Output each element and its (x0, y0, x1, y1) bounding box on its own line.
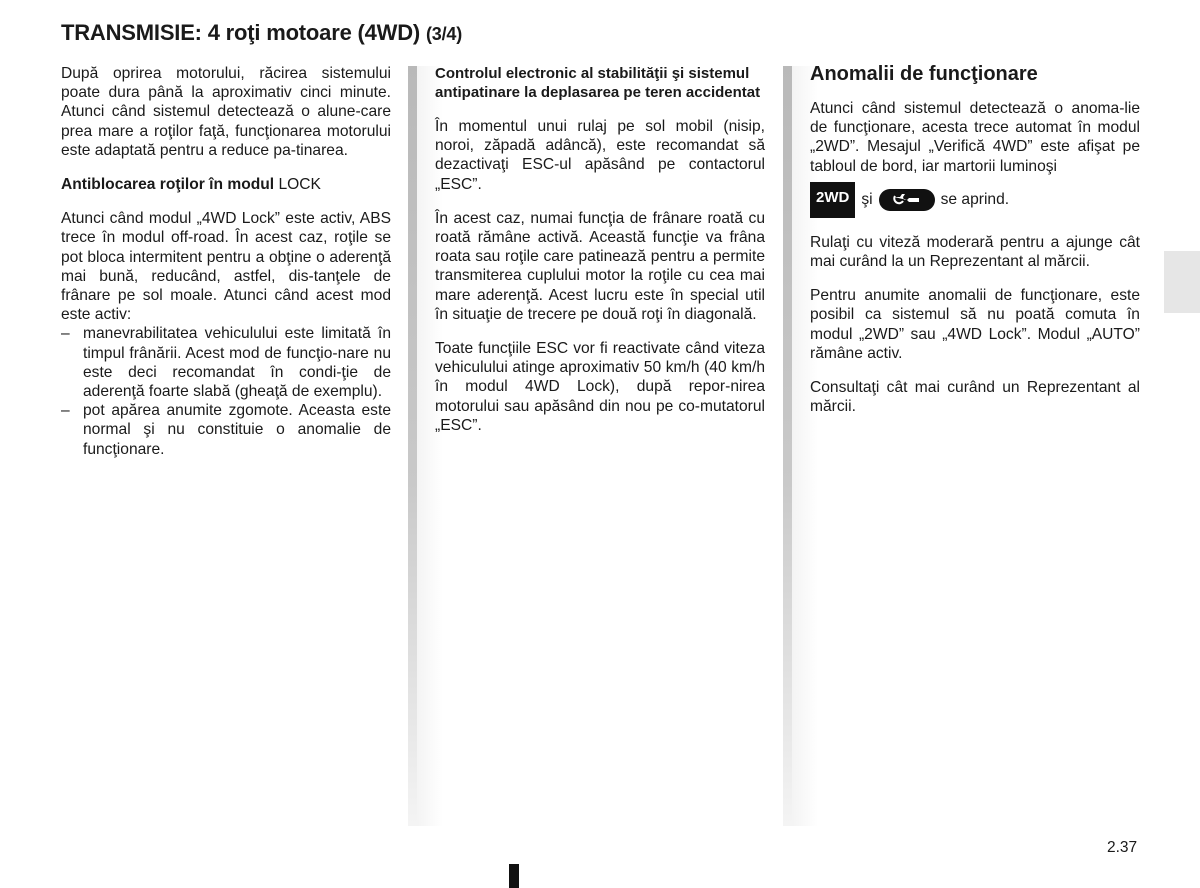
malfunction-paragraph-4: Consultaţi cât mai curând un Reprezentant al mărcii. (810, 379, 1140, 416)
column-separator-1 (408, 66, 417, 826)
malfunction-paragraph-3: Pentru anumite anomalii de funcţionare, este posibil ca sistemul să nu poată comuta în modul „2WD” sau „4WD Lock”. Modul „AUTO” rămâne activ. (810, 287, 1140, 362)
title-part: (3/4) (425, 24, 462, 44)
malfunction-heading: Anomalii de funcţionare (810, 63, 1038, 85)
column-separator-2 (783, 66, 792, 826)
page-number: 2.37 (1107, 839, 1138, 856)
2wd-warning-light: 2WD (810, 182, 855, 218)
malfunction-paragraph-1: Atunci când sistemul detectează o anoma-lie de funcţionare, acesta trece automat în modul „2WD”. Mesajul „Verifică 4WD” este afişat pe tabloul de bord, iar martorii luminoşi (810, 100, 1140, 175)
chapter-tab (1164, 251, 1200, 313)
warning-lights-row (810, 182, 1140, 218)
print-mark (509, 864, 519, 888)
lock-subheading (61, 175, 391, 194)
title-main: TRANSMISIE: 4 roţi motoare (4WD) (61, 20, 421, 45)
page-title (61, 20, 462, 46)
list-item: – manevrabilitatea vehiculului este limitată în timpul frânării. Acest mod de funcţio-nare nu este deci recomandat în condi-ţie de aderenţă foarte slabă (gheaţă de exemplu). (61, 324, 391, 401)
lock-bullet-list (61, 324, 391, 458)
column-1 (61, 64, 391, 459)
and-text: şi (861, 191, 873, 209)
lock-paragraph: Atunci când modul „4WD Lock” este activ, ABS trece în modul off-road. În acest caz, roţile se pot bloca intermitent pentru a obţine o aderenţă mai bună, reducând, astfel, dis-tanţele de frânare pe sol moale. Atunci când acest mod este activ: (61, 210, 391, 324)
list-item: – pot apărea anumite zgomote. Aceasta este normal şi nu constituie o anomalie de funcţionare. (61, 401, 391, 459)
lit-text: se aprind. (940, 191, 1010, 209)
lock-subheading-bold: Antiblocarea roţilor în modul (61, 176, 275, 194)
esc-paragraph-2: În acest caz, numai funcţia de frânare roată cu roată rămâne activă. Această funcţie va frâna roata sau roţile care patinează pentru a permite transmiterea cuplului motor la roţile cu cea mai mare aderenţă. Acest lucru este în special util în situaţie de trecere pe două roţi în diagonală. (435, 209, 765, 323)
esc-paragraph-1: În momentul unui rulaj pe sol mobil (nisip, noroi, zăpadă adâncă), este recomandat să dezactivaţi ESC-ul apăsând pe contactorul „ESC”. (435, 118, 765, 193)
intro-paragraph: După oprirea motorului, răcirea sistemului poate dura până la aproximativ cinci minute. Atunci când sistemul detectează o alune-care prea mare a roţilor faţă, funcţionarea motorului este adaptată pentru a reduce pa-tinarea. (61, 65, 391, 159)
esc-paragraph-3: Toate funcţiile ESC vor fi reactivate când viteza vehiculului atinge aproximativ 50 km/h (40 km/h în modul 4WD Lock), după repor-nirea motorului sau apăsând din nou pe co-mutatorul „ESC”. (435, 340, 765, 434)
lock-subheading-mode: LOCK (278, 176, 321, 194)
column-3 (810, 62, 1140, 431)
malfunction-paragraph-2: Rulaţi cu viteză moderară pentru a ajunge cât mai curând la un Reprezentant al mărcii. (810, 233, 1140, 271)
column-2 (435, 64, 765, 450)
esc-subheading: Controlul electronic al stabilităţii şi sistemul antipatinare la deplasarea pe teren accidentat (435, 65, 761, 101)
wrench-icon (879, 189, 935, 211)
